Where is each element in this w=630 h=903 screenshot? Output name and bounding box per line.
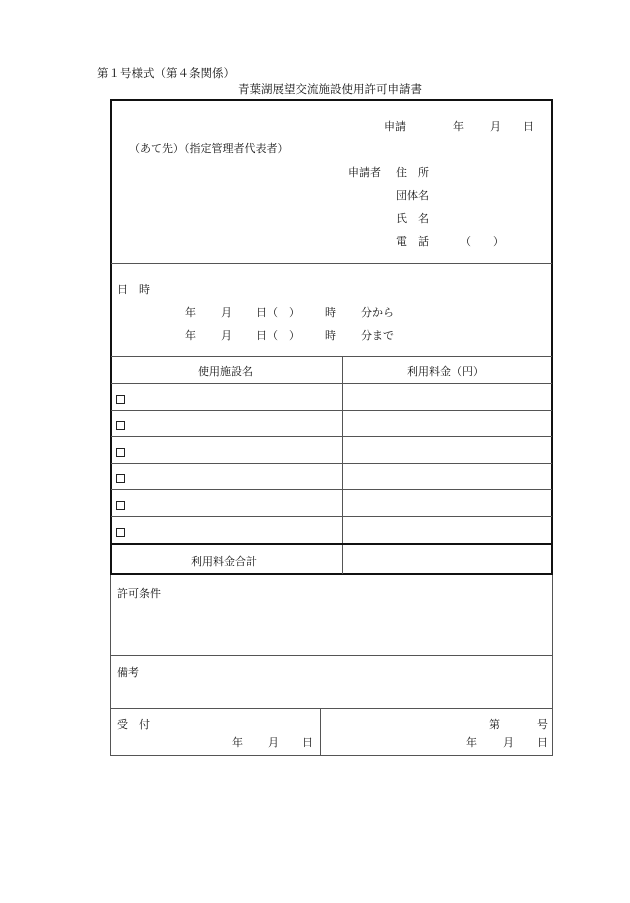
left-border <box>110 575 111 755</box>
addressee: （あて先）（指定管理者代表者） <box>129 142 289 155</box>
application-date-label: 申請 <box>384 120 406 133</box>
remarks-label: 備考 <box>117 666 139 679</box>
row-line <box>111 410 552 411</box>
dt1-month: 月 <box>221 306 232 319</box>
dt2-day: 日（ ） <box>256 329 300 342</box>
checkbox[interactable] <box>116 447 125 460</box>
dt1-year: 年 <box>185 306 196 319</box>
row-line <box>111 489 552 490</box>
permit-dai: 第 <box>489 718 500 731</box>
application-month: 月 <box>490 120 501 133</box>
receipt-year: 年 <box>232 736 243 749</box>
address-label: 住 所 <box>396 166 429 179</box>
total-divider <box>111 543 552 545</box>
divider <box>110 708 553 709</box>
name-label: 氏 名 <box>396 212 429 225</box>
column-divider <box>320 708 321 755</box>
dt1-min: 分から <box>361 306 394 319</box>
permit-month: 月 <box>503 736 514 749</box>
permit-year: 年 <box>466 736 477 749</box>
right-border <box>552 575 553 755</box>
applicant-label: 申請者 <box>348 166 381 179</box>
permit-day: 日 <box>537 736 548 749</box>
conditions-label: 許可条件 <box>117 587 161 600</box>
divider <box>110 655 553 656</box>
divider <box>111 263 552 264</box>
column-divider <box>342 356 343 574</box>
row-line <box>111 516 552 517</box>
receipt-month: 月 <box>268 736 279 749</box>
phone-paren: （ ） <box>460 235 504 248</box>
header-fee: 利用料金（円） <box>407 365 484 378</box>
phone-label: 電 話 <box>396 235 429 248</box>
checkbox[interactable] <box>116 394 125 407</box>
total-label: 利用料金合計 <box>191 555 257 568</box>
receipt-day: 日 <box>302 736 313 749</box>
dt2-year: 年 <box>185 329 196 342</box>
header-facility: 使用施設名 <box>198 365 253 378</box>
group-label: 団体名 <box>396 189 429 202</box>
application-year: 年 <box>453 120 464 133</box>
datetime-label: 日 時 <box>117 283 150 296</box>
checkbox[interactable] <box>116 500 125 513</box>
dt2-min: 分まで <box>361 329 394 342</box>
checkbox[interactable] <box>116 527 125 540</box>
row-line <box>111 436 552 437</box>
checkbox[interactable] <box>116 420 125 433</box>
dt2-month: 月 <box>221 329 232 342</box>
checkbox[interactable] <box>116 473 125 486</box>
receipt-label: 受 付 <box>117 718 150 731</box>
dt2-hour: 時 <box>325 329 336 342</box>
form-number: 第１号様式（第４条関係） <box>97 66 235 80</box>
divider <box>111 356 552 357</box>
application-day: 日 <box>523 120 534 133</box>
dt1-day: 日（ ） <box>256 306 300 319</box>
permit-go: 号 <box>537 718 548 731</box>
bottom-border <box>110 755 553 756</box>
dt1-hour: 時 <box>325 306 336 319</box>
page-title: 青葉湖展望交流施設使用許可申請書 <box>238 82 422 96</box>
row-line <box>111 463 552 464</box>
row-line <box>111 383 552 384</box>
